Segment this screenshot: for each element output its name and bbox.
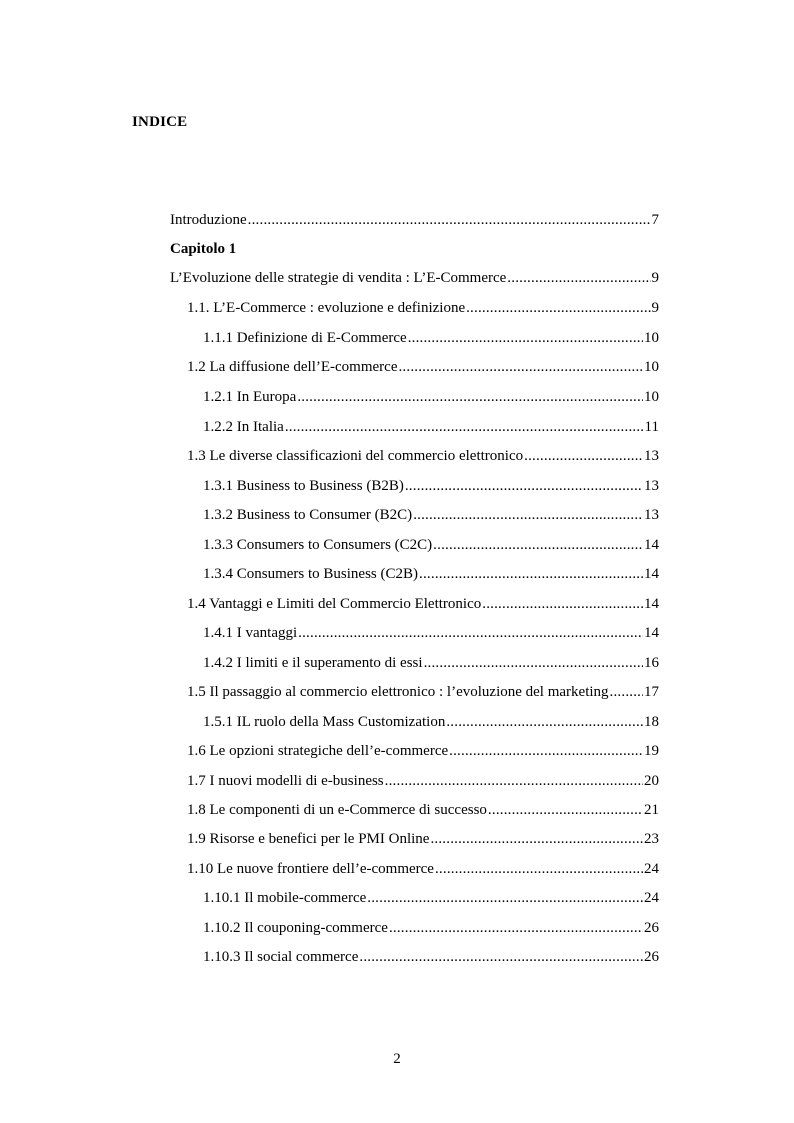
toc-entry[interactable] <box>170 212 659 240</box>
toc-leader-dots <box>385 773 643 790</box>
toc-leader-dots <box>285 419 644 436</box>
toc-leader-dots <box>398 359 643 376</box>
toc-entry-label: 1.1.1 Definizione di E-Commerce <box>203 330 407 346</box>
toc-entry[interactable] <box>203 537 659 565</box>
toc-leader-dots <box>446 714 643 731</box>
toc-leader-dots <box>435 861 643 878</box>
toc-entry[interactable] <box>203 566 659 594</box>
toc-entry-label: 1.5.1 IL ruolo della Mass Customization <box>203 714 446 730</box>
toc-entry[interactable] <box>187 359 659 387</box>
toc-entry[interactable] <box>203 714 659 742</box>
toc-entry[interactable] <box>187 448 659 476</box>
toc-entry-label: 1.9 Risorse e benefici per le PMI Online <box>187 831 430 847</box>
toc-entry[interactable] <box>187 831 659 859</box>
toc-leader-dots <box>610 684 643 701</box>
toc-leader-dots <box>405 478 643 495</box>
toc-entry-page: 13 <box>644 478 659 494</box>
toc-entry-label: L’Evoluzione delle strategie di vendita : L’E-Commerce <box>170 270 507 286</box>
toc-entry-page: 14 <box>644 537 659 553</box>
toc-entry-label: 1.1. L’E-Commerce : evoluzione e definizione <box>187 300 466 316</box>
toc-entry-page: 14 <box>644 625 659 641</box>
toc-entry-label: 1.10.2 Il couponing-commerce <box>203 920 388 936</box>
toc-entry-label: 1.10.1 Il mobile-commerce <box>203 890 367 906</box>
toc-entry[interactable] <box>203 389 659 417</box>
toc-entry-page: 24 <box>644 890 659 906</box>
toc-entry-page: 18 <box>644 714 659 730</box>
toc-leader-dots <box>413 507 643 524</box>
toc-entry[interactable] <box>187 684 659 712</box>
toc-leader-dots <box>433 537 643 554</box>
toc-entry-label: 1.4.2 I limiti e il superamento di essi <box>203 655 423 671</box>
toc-leader-dots <box>408 330 643 347</box>
toc-entry-page: 10 <box>644 389 659 405</box>
toc-entry[interactable] <box>203 625 659 653</box>
toc-entry-label: Introduzione <box>170 212 247 228</box>
toc-leader-dots <box>359 949 643 966</box>
toc-leader-dots <box>297 389 643 406</box>
toc-entry-page: 16 <box>644 655 659 671</box>
toc-entry-page: 10 <box>644 330 659 346</box>
toc-leader-dots <box>488 802 643 819</box>
toc-entry-label: 1.10.3 Il social commerce <box>203 949 359 965</box>
toc-entry-label: 1.3.3 Consumers to Consumers (C2C) <box>203 537 433 553</box>
toc-entry[interactable] <box>187 773 659 801</box>
toc-entry-page: 21 <box>644 802 659 818</box>
toc-entry-label: 1.2.2 In Italia <box>203 419 284 435</box>
toc-entry-page: 13 <box>644 448 659 464</box>
toc-entry[interactable] <box>187 861 659 889</box>
toc-entry[interactable] <box>187 802 659 830</box>
toc-entry-page: 19 <box>644 743 659 759</box>
chapter-heading: Capitolo 1 <box>170 241 237 257</box>
toc-entry-label: 1.7 I nuovi modelli di e-business <box>187 773 384 789</box>
toc-entry-label: 1.3.2 Business to Consumer (B2C) <box>203 507 413 523</box>
toc-entry-label: 1.2.1 In Europa <box>203 389 297 405</box>
toc-entry[interactable] <box>187 596 659 624</box>
toc-entry-label: 1.2 La diffusione dell’E-commerce <box>187 359 398 375</box>
toc-entry[interactable] <box>187 300 659 328</box>
toc-entry[interactable] <box>203 890 659 918</box>
toc-entry-label: 1.4 Vantaggi e Limiti del Commercio Elettronico <box>187 596 482 612</box>
toc-entry[interactable] <box>187 743 659 771</box>
toc-entry-page: 23 <box>644 831 659 847</box>
toc-entry-page: 13 <box>644 507 659 523</box>
toc-entry-label: 1.8 Le componenti di un e-Commerce di successo <box>187 802 487 818</box>
toc-entry-page: 10 <box>644 359 659 375</box>
toc-entry-label: 1.3.4 Consumers to Business (C2B) <box>203 566 419 582</box>
toc-leader-dots <box>367 890 643 907</box>
toc-entry-label: 1.5 Il passaggio al commercio elettronico : l’evoluzione del marketing <box>187 684 609 700</box>
toc-entry-page: 26 <box>644 920 659 936</box>
toc-entry[interactable] <box>170 270 659 298</box>
toc-entry-label: 1.6 Le opzioni strategiche dell’e-commerce <box>187 743 449 759</box>
toc-leader-dots <box>248 212 651 229</box>
toc-leader-dots <box>389 920 643 937</box>
toc-entry-page: 11 <box>644 419 659 435</box>
toc-entry-page: 9 <box>651 300 659 316</box>
toc-entry[interactable] <box>203 920 659 948</box>
toc-leader-dots <box>482 596 643 613</box>
toc-entry[interactable] <box>203 507 659 535</box>
toc-leader-dots <box>507 270 650 287</box>
toc-leader-dots <box>449 743 643 760</box>
toc-entry[interactable] <box>203 478 659 506</box>
toc-entry-label: 1.10 Le nuove frontiere dell’e-commerce <box>187 861 434 877</box>
toc-entry-page: 14 <box>644 566 659 582</box>
toc-entry[interactable] <box>203 655 659 683</box>
toc-entry-page: 14 <box>644 596 659 612</box>
toc-leader-dots <box>466 300 650 317</box>
toc-entry[interactable] <box>203 949 659 977</box>
toc-entry-label: 1.3 Le diverse classificazioni del commercio elettronico <box>187 448 524 464</box>
toc-entry-page: 20 <box>644 773 659 789</box>
toc-entry-page: 7 <box>651 212 659 228</box>
toc-entry[interactable] <box>203 330 659 358</box>
toc-leader-dots <box>524 448 643 465</box>
toc-entry-page: 24 <box>644 861 659 877</box>
toc-entry-page: 9 <box>651 270 659 286</box>
toc-entry[interactable] <box>203 419 659 447</box>
toc-entry-label: 1.4.1 I vantaggi <box>203 625 298 641</box>
page-title: INDICE <box>132 114 188 130</box>
toc-leader-dots <box>430 831 643 848</box>
toc-leader-dots <box>424 655 643 672</box>
toc-entry-page: 17 <box>644 684 659 700</box>
toc-entry-page: 26 <box>644 949 659 965</box>
page-number: 2 <box>393 1051 401 1067</box>
toc-leader-dots <box>298 625 643 642</box>
toc-entry-label: 1.3.1 Business to Business (B2B) <box>203 478 404 494</box>
toc-leader-dots <box>419 566 643 583</box>
